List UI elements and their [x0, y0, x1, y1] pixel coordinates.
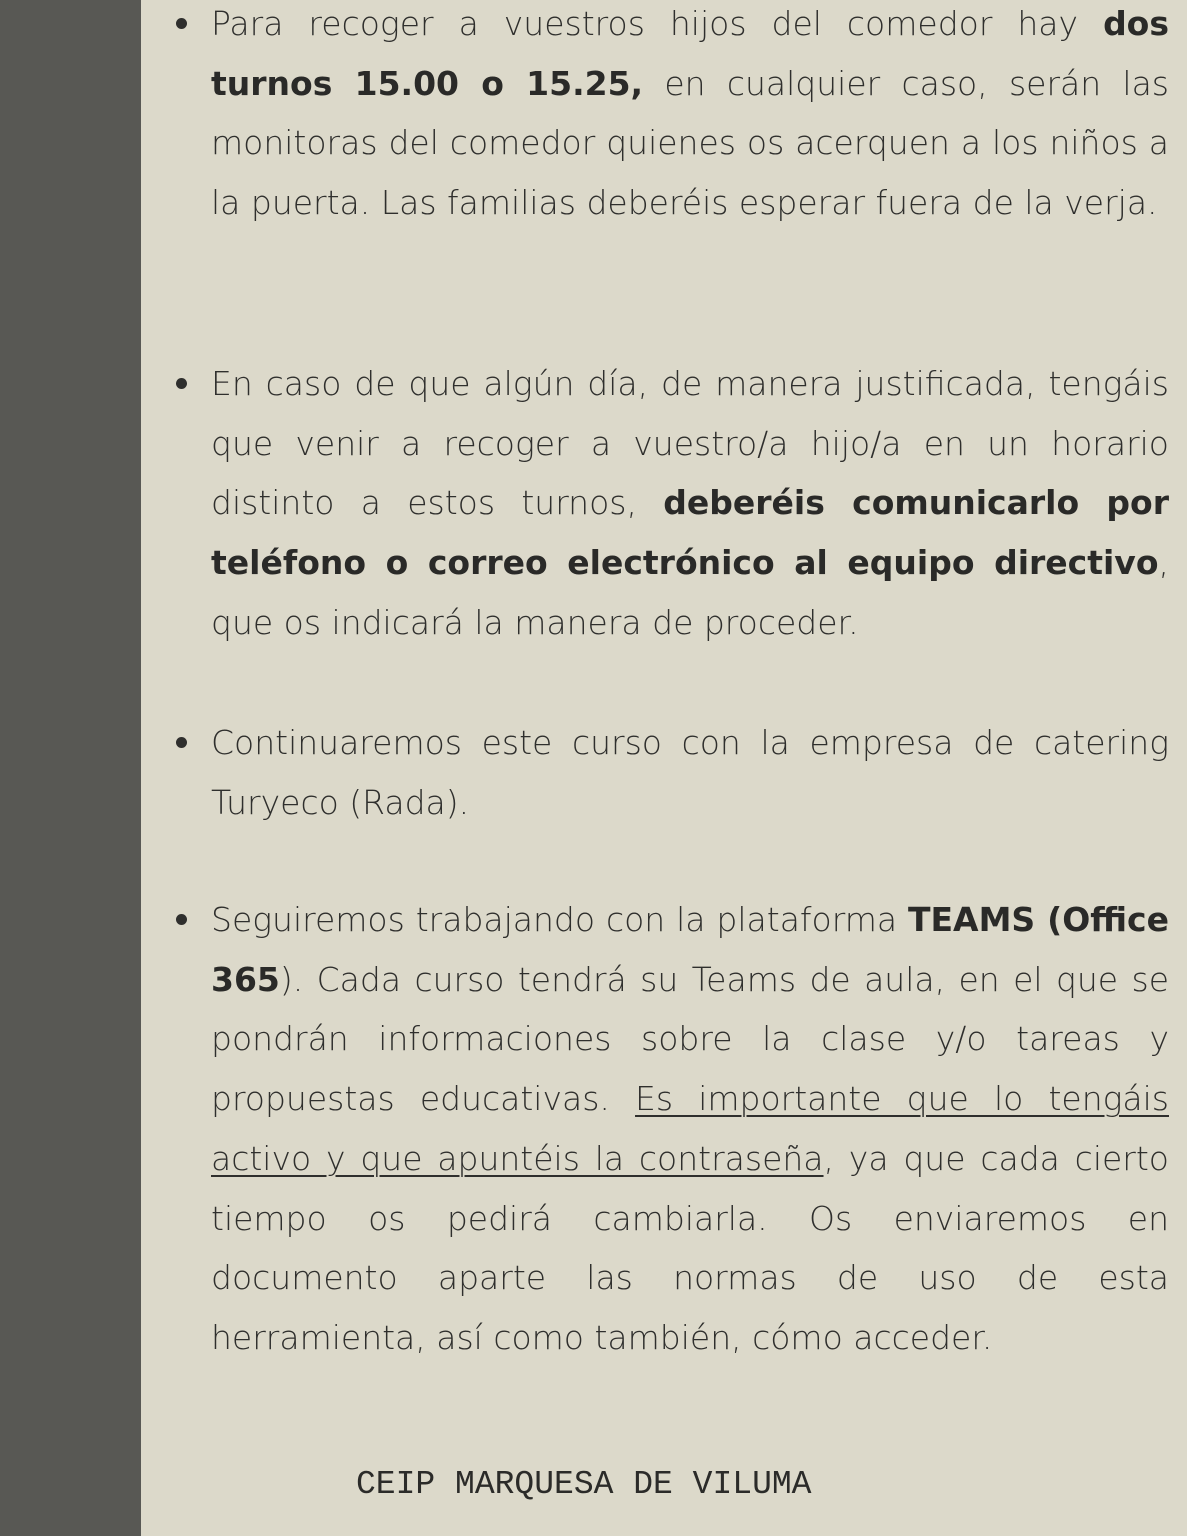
bullet-bold-text: TEAMS	[908, 900, 1036, 939]
bullet-catering	[211, 713, 1169, 832]
bullet-teams-platform	[211, 890, 1169, 1368]
bullet-justified-pickup	[211, 354, 1169, 653]
bullet-text: , ya que cada cierto tiempo os pedirá cambiarla. Os enviaremos en documento aparte las normas de uso de esta herramienta, así como también, cómo acceder.	[211, 1138, 1169, 1357]
bullet-text: Continuaremos este curso con la empresa de catering Turyeco (Rada).	[211, 723, 1169, 822]
bullet-text: En caso de que algún día, de manera justificada, tengáis que venir a recoger a vuestro/a hijo/a en un horario distinto a estos turnos,	[211, 364, 1169, 523]
bullet-text: Para recoger a vuestros hijos del comedor hay	[211, 4, 1104, 43]
bullet-bold-text: dos turnos 15.00 o 15.25,	[211, 4, 1169, 103]
bullet-underlined-text: Es importante que lo tengáis activo y que apuntéis la contraseña	[211, 1079, 1169, 1178]
school-name: CEIP MARQUESA DE VILUMA	[356, 1466, 812, 1503]
bullet-text: , que os indicará la manera de proceder.	[211, 543, 1169, 642]
bullet-bold-text: Office 365	[211, 900, 1170, 999]
bullet-bold-text: deberéis comunicarlo por teléfono o correo electrónico al equipo directivo	[211, 483, 1169, 583]
bullet-text: en cualquier caso, serán las monitoras del comedor quienes os acerquen a los niños a la puerta. Las familias deberéis esperar fuera de la verja.	[211, 63, 1169, 223]
bullet-text: ). Cada curso tendrá su Teams de aula, en el que se pondrán informaciones sobre la clase y/o tareas y propuestas educativas.	[211, 959, 1169, 1119]
bullet-bold-text: (	[1035, 900, 1063, 939]
bullet-text: Seguiremos trabajando con la plataforma	[211, 900, 908, 939]
bullet-pickup-turns	[211, 0, 1169, 233]
sidebar-band	[0, 0, 141, 1536]
